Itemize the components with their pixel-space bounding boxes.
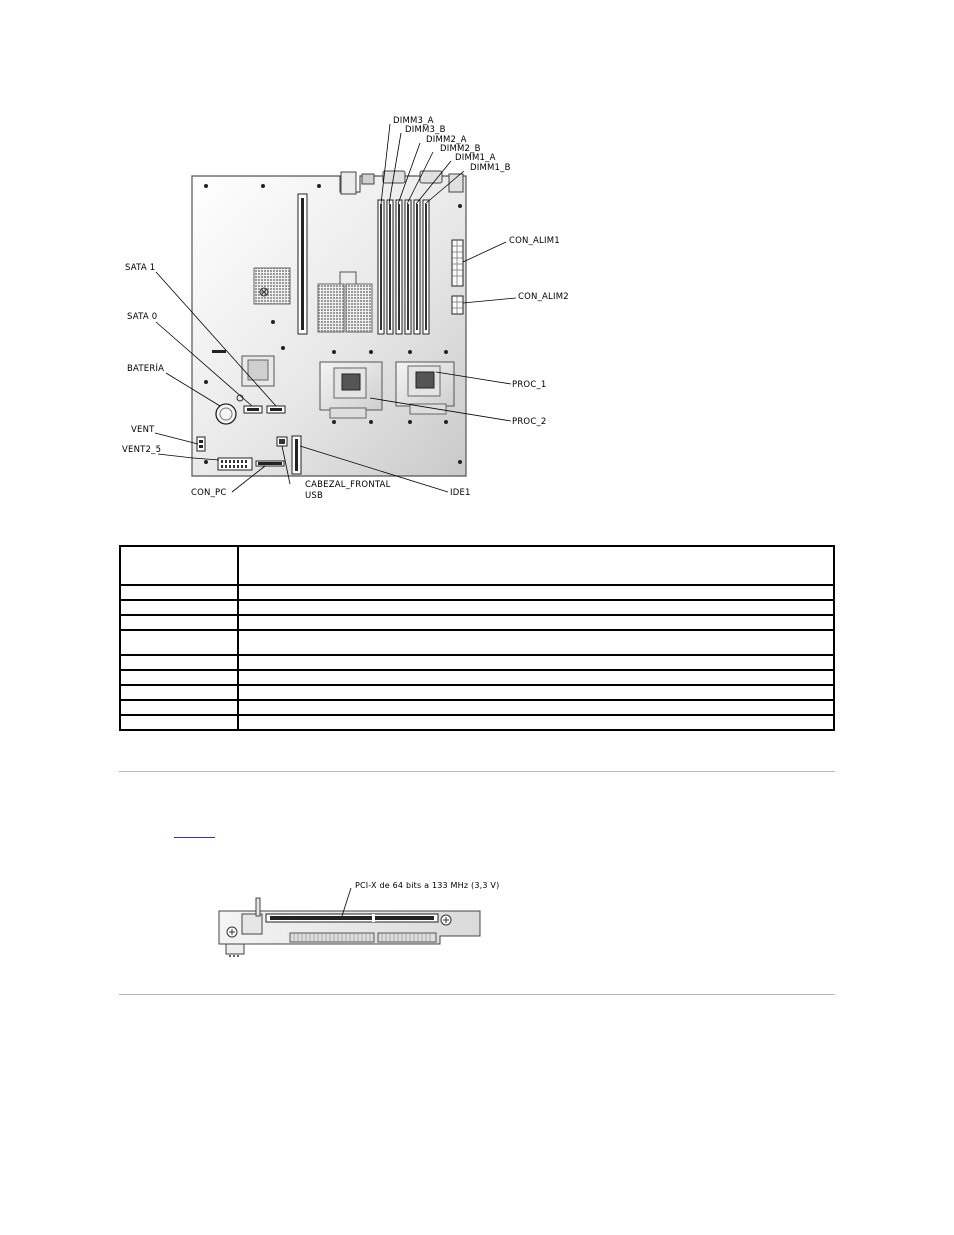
label-sata0: SATA 0 — [127, 312, 158, 322]
label-dimm1-b: DIMM1_B — [470, 163, 511, 173]
label-con-alim2: CON_ALIM2 — [518, 292, 569, 302]
table-row — [120, 600, 834, 615]
label-pci-x-slot: PCI-X de 64 bits a 133 MHz (3,3 V) — [355, 881, 500, 890]
section-divider — [119, 994, 835, 995]
table-row — [120, 615, 834, 630]
table-cell — [238, 685, 834, 700]
table-cell — [238, 670, 834, 685]
table-row — [120, 546, 834, 585]
label-dimm2-a: DIMM2_A — [426, 135, 467, 145]
label-dimm1-a: DIMM1_A — [455, 153, 496, 163]
riser-card-diagram — [0, 870, 954, 970]
label-sata1: SATA 1 — [125, 263, 156, 273]
label-vent2-5: VENT2_5 — [122, 445, 162, 455]
connector-table — [119, 545, 835, 731]
table-cell — [120, 546, 238, 585]
table-cell — [120, 630, 238, 655]
table-row — [120, 715, 834, 730]
back-to-top-link[interactable] — [174, 826, 215, 838]
table-cell — [120, 585, 238, 600]
table-cell — [120, 700, 238, 715]
label-bateria: BATERÍA — [127, 364, 165, 374]
table-cell — [120, 600, 238, 615]
table-row — [120, 655, 834, 670]
table-cell — [238, 700, 834, 715]
table-cell — [120, 715, 238, 730]
label-dimm2-b: DIMM2_B — [440, 144, 481, 154]
system-board-drawing — [0, 0, 954, 520]
table-cell — [238, 546, 834, 585]
section-divider — [119, 771, 835, 772]
table-cell — [120, 670, 238, 685]
label-proc-1: PROC_1 — [512, 380, 547, 390]
processor-2 — [320, 362, 382, 418]
table-cell — [238, 585, 834, 600]
label-vent: VENT — [131, 425, 155, 435]
label-dimm3-a: DIMM3_A — [393, 116, 434, 126]
table-cell — [120, 655, 238, 670]
label-ide1: IDE1 — [450, 488, 471, 498]
label-cabezal-frontal: CABEZAL_FRONTAL — [305, 480, 391, 490]
table-cell — [238, 715, 834, 730]
system-board-diagram — [0, 0, 954, 520]
label-usb: USB — [305, 491, 324, 501]
processor-1 — [396, 362, 454, 414]
table-cell — [238, 630, 834, 655]
label-con-alim1: CON_ALIM1 — [509, 236, 560, 246]
table-cell — [120, 685, 238, 700]
table-row — [120, 685, 834, 700]
table-cell — [120, 615, 238, 630]
label-dimm3-b: DIMM3_B — [405, 125, 446, 135]
table-cell — [238, 600, 834, 615]
table-row — [120, 670, 834, 685]
label-con-pc: CON_PC — [191, 488, 227, 498]
table-row — [120, 700, 834, 715]
table-cell — [238, 655, 834, 670]
table-cell — [238, 615, 834, 630]
table-row — [120, 630, 834, 655]
table-row — [120, 585, 834, 600]
label-proc-2: PROC_2 — [512, 417, 547, 427]
